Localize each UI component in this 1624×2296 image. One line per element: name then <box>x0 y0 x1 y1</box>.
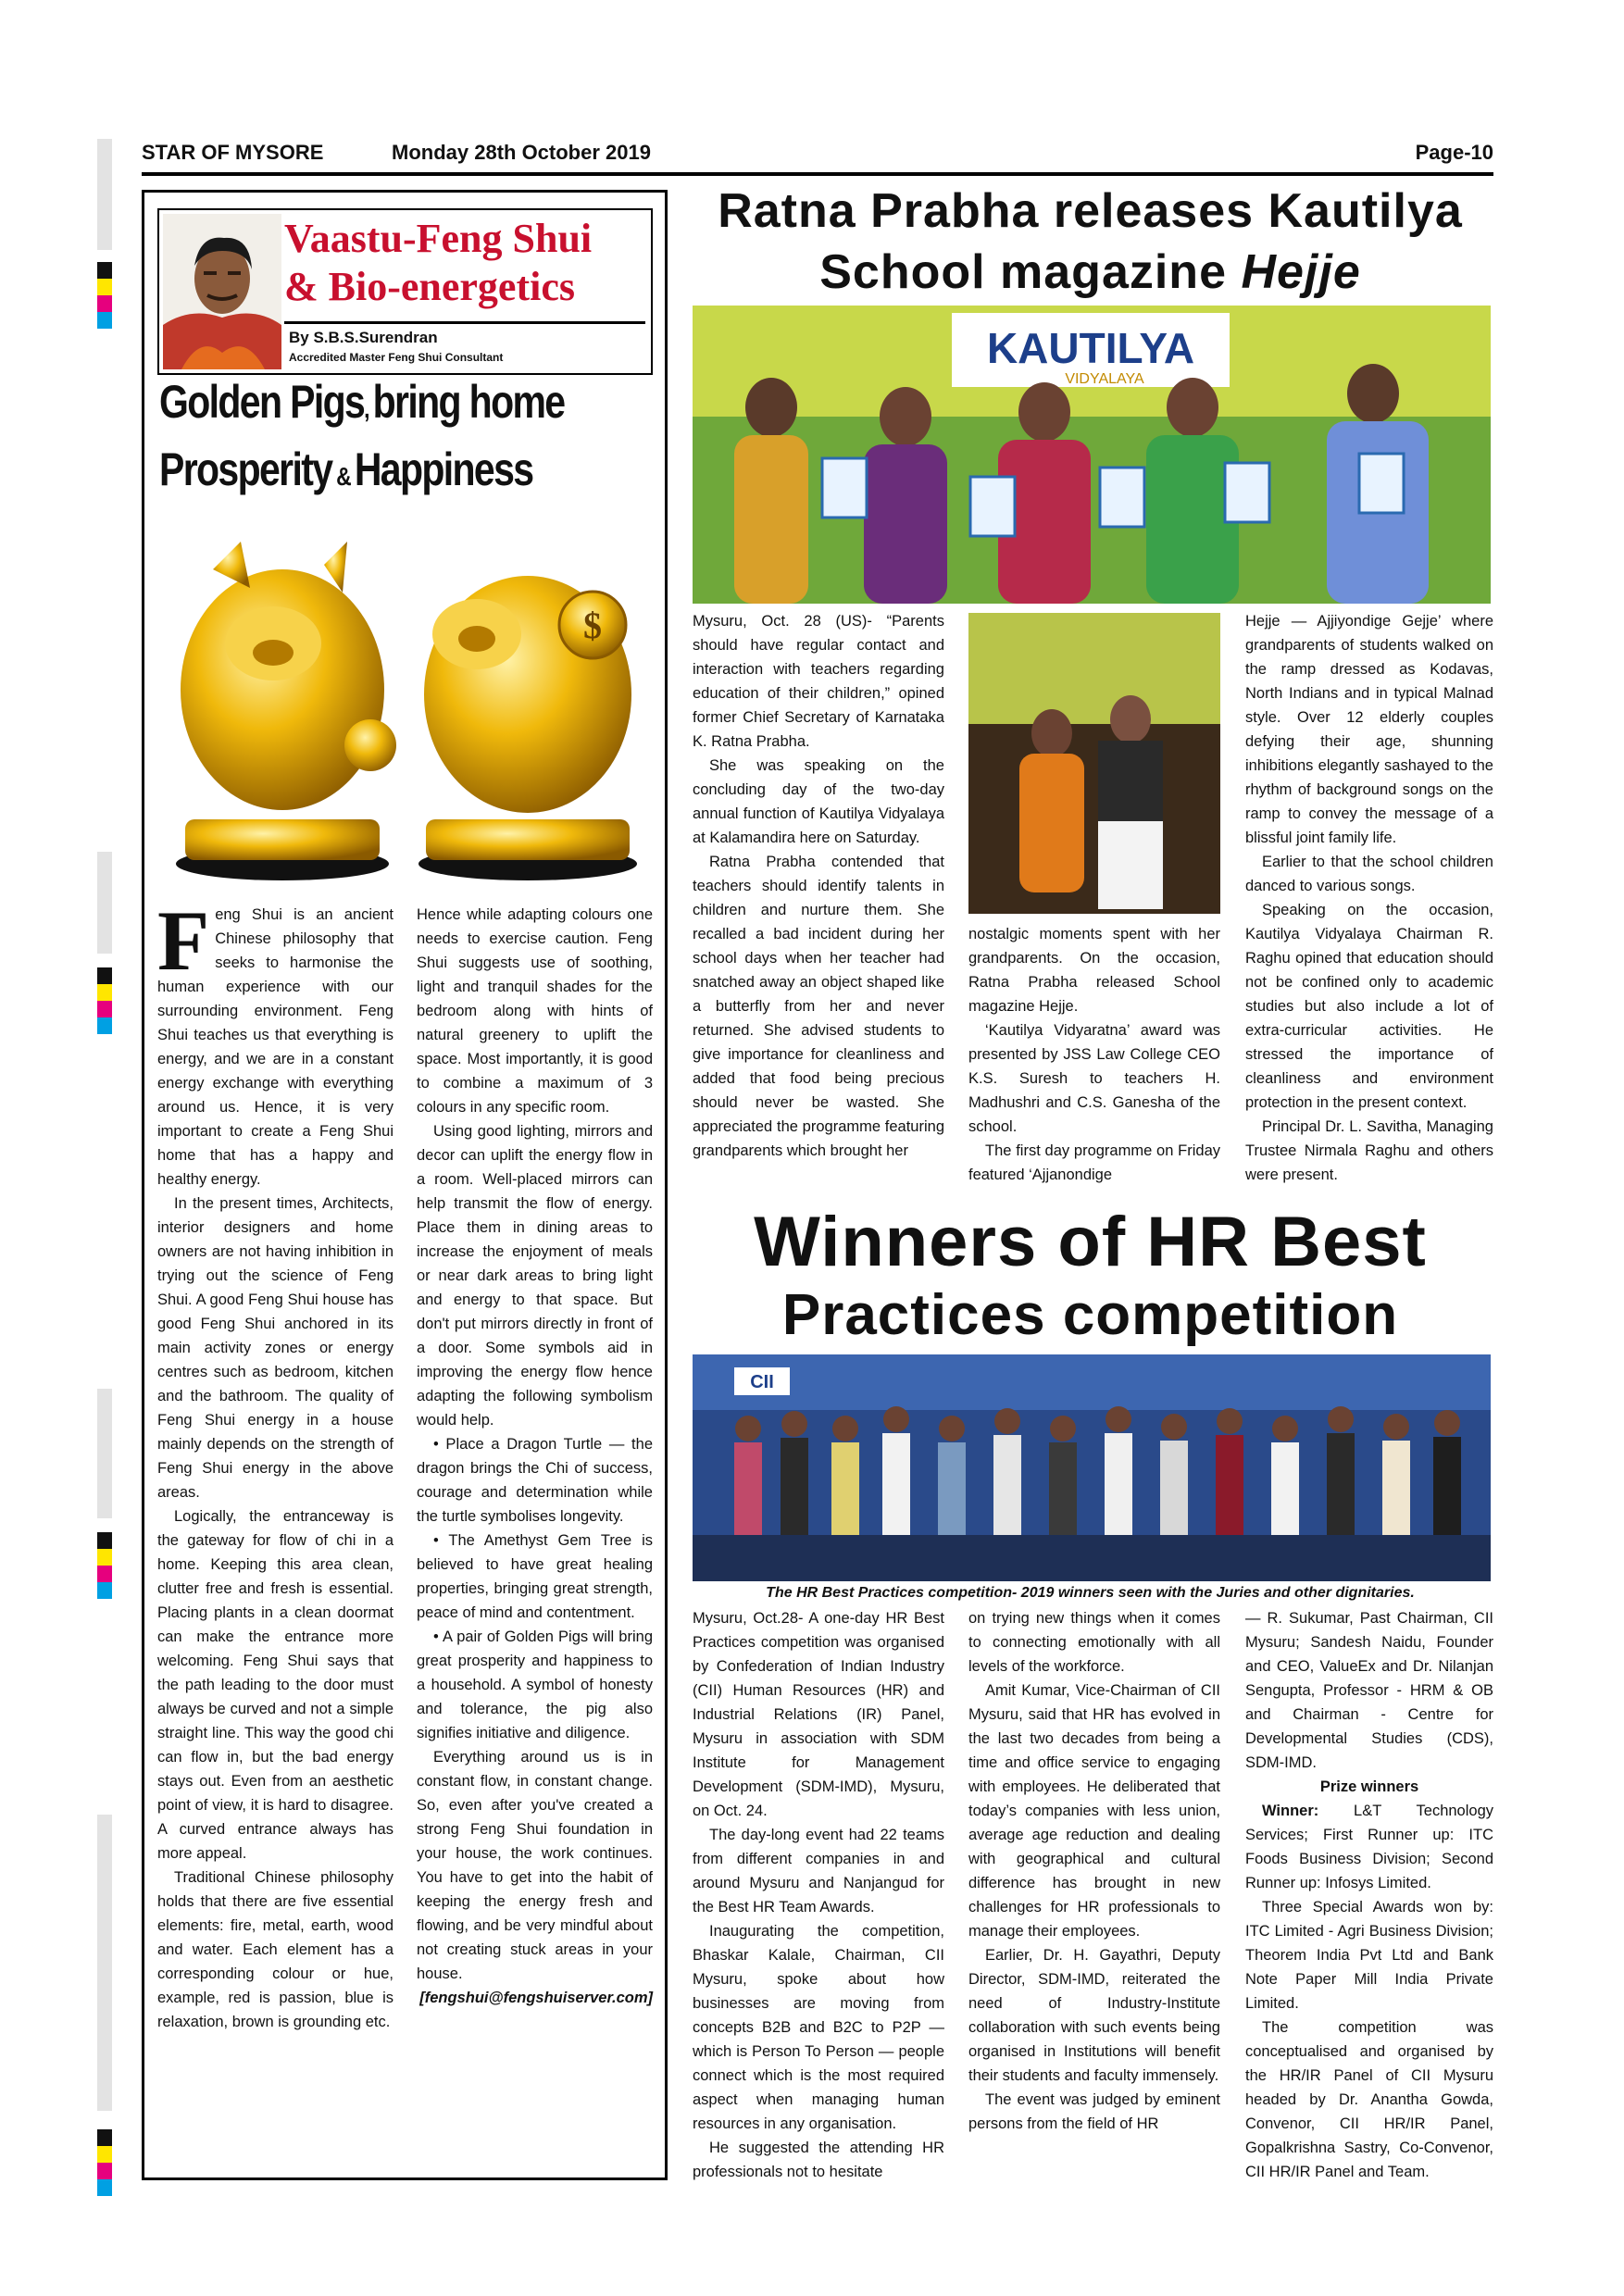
paragraph: ‘Kautilya Vidyaratna’ award was presented by JSS Law College CEO K.S. Suresh to teachers H. Madhushri and C.S. Ganesha of the school. <box>968 1022 1220 1135</box>
golden-pigs-image <box>157 514 653 884</box>
column-title-rule <box>284 321 645 324</box>
feng-headline-line2: Prosperity & Happiness <box>159 443 533 495</box>
feng-headline-line1: Golden Pigs, bring home <box>159 376 565 428</box>
registration-cyan <box>97 1582 112 1599</box>
registration-yellow <box>97 279 112 295</box>
headline-happiness: Happiness <box>354 443 533 495</box>
registration-black <box>97 262 112 279</box>
registration-black <box>97 2129 112 2146</box>
registration-yellow <box>97 984 112 1001</box>
registration-cyan <box>97 312 112 329</box>
prize-winners-heading: Prize winners <box>1319 1778 1419 1795</box>
paragraph: She was speaking on the concluding day of the two-day annual function of Kautilya Vidyalaya at Kalamandira here on Saturday. <box>693 757 944 846</box>
headline-golden-pigs: Golden Pigs <box>159 376 365 428</box>
column-masthead <box>157 208 653 375</box>
paragraph: Principal Dr. L. Savitha, Managing Trustee Nirmala Raghu and others were present. <box>1245 1118 1493 1183</box>
registration-yellow <box>97 1549 112 1566</box>
columnist-byline: By S.B.S.Surendran <box>289 329 438 346</box>
paragraph: Three Special Awards won by: ITC Limited - Agri Business Division; Theorem India Pvt Ltd and Bank Note Paper Mill India Private Limited. <box>1245 1899 1493 2012</box>
page-number: Page-10 <box>1415 141 1493 164</box>
column-title-line2: & Bio-energetics <box>284 264 575 309</box>
paragraph: Earlier, Dr. H. Gayathri, Deputy Director, SDM-IMD, reiterated the need of Industry-Institute collaboration with such events being organised in Institutions will benefit their students and faculty immensely. <box>968 1947 1220 2084</box>
hr-headline-line1: Winners of HR Best <box>754 1203 1427 1281</box>
page-header <box>142 137 1493 170</box>
columnist-credential: Accredited Master Feng Shui Consultant <box>289 351 504 364</box>
kautilya-headline-line2 <box>685 242 1495 303</box>
paragraph: He suggested the attending HR professionals not to hesitate <box>693 2140 944 2180</box>
registration-yellow <box>97 2146 112 2163</box>
paragraph: • A pair of Golden Pigs will bring great prosperity and happiness to a household. A symbol of honesty and tolerance, the pig also signifies initiative and diligence. <box>417 1628 653 1741</box>
svg-text:$: $ <box>583 605 602 646</box>
registration-black <box>97 1532 112 1549</box>
registration-cyan <box>97 2179 112 2196</box>
hr-photo-caption: The HR Best Practices competition- 2019 winners seen with the Juries and other dignitaries. <box>766 1585 1415 1601</box>
dropcap: F <box>157 893 210 988</box>
header-rule <box>142 172 1493 176</box>
paragraph: Logically, the entranceway is the gateway for flow of chi in a home. Keeping this area clean, clutter free and fresh is essential. Placing plants in a clean doormat can make the entrance more welcoming. Feng Shui says that the path leading to the door must always be curved and not a simple straight line. This way the good chi can flow in, but the bad energy stays out. Even from an aesthetic point of view, it is hard to disagree. A curved entrance always has more appeal. <box>157 1508 394 1862</box>
registration-magenta <box>97 295 112 312</box>
paragraph: Earlier to that the school children danced to various songs. <box>1245 854 1493 894</box>
registration-black <box>97 967 112 984</box>
feng-article-col2 <box>417 903 653 2010</box>
kautilya-col1 <box>693 609 944 1163</box>
paragraph: Mysuru, Oct. 28 (US)- “Parents should have regular contact and interaction with teachers regarding education of their children,” opined former Chief Secretary of Karnataka K. Ratna Prabha. <box>693 613 944 750</box>
paragraph: The competition was conceptualised and organised by the HR/IR Panel of CII Mysuru headed by Dr. Anantha Gowda, Convenor, CII HR/IR Panel, Gopalkrishna Sastry, Co-Convenor, CII HR/IR Panel and Team. <box>1245 2019 1493 2180</box>
winner-label: Winner: <box>1262 1803 1319 1819</box>
registration-strip-low <box>97 1389 112 1518</box>
hr-col1 <box>693 1606 944 2184</box>
cii-sign: CII <box>750 1372 774 1392</box>
hr-headline-line2: Practices competition <box>781 1283 1399 1347</box>
magazine-name: Hejje <box>1241 245 1361 299</box>
registration-strip-bottom <box>97 1815 112 2111</box>
paragraph: Ratna Prabha contended that teachers should identify talents in children and nurture them. She recalled a bad incident during her school days when her teacher had snatched away an object shaped like a butterfly from her and never returned. She advised students to give importance for cleanliness and added that food being precious should never be wasted. She appreciated the programme featuring grandparents which brought her <box>693 854 944 1159</box>
columnist-portrait <box>163 214 281 369</box>
paper-name: STAR OF MYSORE <box>142 141 324 164</box>
grandparents-ramp-photo <box>968 613 1220 914</box>
photo-illustration <box>968 613 1220 914</box>
hr-winners-photo <box>693 1354 1491 1581</box>
paragraph: Traditional Chinese philosophy holds that there are five essential elements: fire, metal, earth, wood and water. Each element has a corresponding colour or hue, example, red is passion, blue is relaxation, brown is grounding etc. <box>157 1869 394 2030</box>
paragraph: — R. Sukumar, Past Chairman, CII Mysuru; Sandesh Naidu, Founder and CEO, ValueEx and Dr. Nilanjan Sengupta, Professor - HRM & OB and Chairman - Centre for Developmental Studies (CDS), SDM-IMD. <box>1245 1610 1493 1771</box>
column-title-line1: Vaastu-Feng Shui <box>284 216 593 261</box>
issue-date: Monday 28th October 2019 <box>392 141 651 164</box>
paragraph: Amit Kumar, Vice-Chairman of CII Mysuru, said that HR has evolved in the last two decades from being a time and office service to engaging with employees. He deliberated that today’s companies with less union, average age reduction and dealing with geographical and cultural difference has brought in new challenges for HR professionals to manage their employees. <box>968 1682 1220 1940</box>
kautilya-headline <box>685 181 1495 303</box>
paragraph: Hence while adapting colours one needs to exercise caution. Feng Shui suggests use of soothing, light and tranquil shades for the bedroom along with hints of natural greenery to uplift the space. Most importantly, it is good to combine a maximum of 3 colours in any specific room. <box>417 906 653 1116</box>
paragraph: Mysuru, Oct.28- A one-day HR Best Practices competition was organised by Confederation of Indian Industry (CII) Human Resources (HR) and Industrial Relations (IR) Panel, Mysuru in association with SDM Institute for Management Development (SDM-IMD), Mysuru, on Oct. 24. <box>693 1610 944 1819</box>
author-email: [fengshui@fengshuiserver.com] <box>419 1990 653 2006</box>
paragraph: on trying new things when it comes to connecting emotionally with all levels of the workforce. <box>968 1610 1220 1675</box>
hr-col2 <box>968 1606 1220 2136</box>
registration-cyan <box>97 1017 112 1034</box>
paragraph: In the present times, Architects, interior designers and home owners are not having inhibition in trying out the science of Feng Shui. A good Feng Shui house has good Feng Shui anchored in its main activity zones or energy centres such as bedroom, kitchen and the bathroom. The quality of Feng Shui energy in a house mainly depends on the strength of Feng Shui energy in the above areas. <box>157 1195 394 1501</box>
paragraph: The event was judged by eminent persons from the field of HR <box>968 2091 1220 2132</box>
registration-strip-mid <box>97 852 112 954</box>
paragraph: Inaugurating the competition, Bhaskar Kalale, Chairman, CII Mysuru, spoke about how businesses are moving from concepts B2B and B2C to P2P — which is Person To Person — people connect which is the most required aspect when managing human resources in any organisation. <box>693 1923 944 2132</box>
paragraph: The first day programme on Friday featured ‘Ajjanondige <box>968 1142 1220 1183</box>
paragraph: eng Shui is an ancient Chinese philosophy that seeks to harmonise the human experience with our surrounding environment. Feng Shui teaches us that everything is energy, and we are in a constant energy exchange with everything around us. Hence, it is very important to create a Feng Shui home that has a happy and healthy energy. <box>157 906 394 1188</box>
kautilya-release-photo <box>693 306 1491 604</box>
registration-magenta <box>97 1566 112 1582</box>
paragraph: nostalgic moments spent with her grandparents. On the occasion, Ratna Prabha released School magazine Hejje. <box>968 926 1220 1015</box>
banner-logo-text: KAUTILYA <box>986 324 1195 372</box>
feng-article-col1 <box>157 893 394 2034</box>
registration-magenta <box>97 1001 112 1017</box>
paragraph: The day-long event had 22 teams from different companies in and around Mysuru and Nanjangud for the Best HR Team Awards. <box>693 1827 944 1915</box>
kautilya-col2 <box>968 922 1220 1187</box>
photo-illustration <box>693 306 1491 604</box>
hr-col3 <box>1245 1606 1493 2184</box>
kautilya-col3 <box>1245 609 1493 1187</box>
column-title <box>284 215 592 311</box>
kautilya-headline-line1: Ratna Prabha releases Kautilya <box>718 184 1463 238</box>
headline-bring-home: bring home <box>372 376 565 428</box>
paragraph: • The Amethyst Gem Tree is believed to have great healing properties, bringing great strength, peace of mind and contentment. <box>417 1532 653 1621</box>
registration-strip-top <box>97 139 112 250</box>
paragraph: Everything around us is in constant flow, in constant change. So, even after you've created a strong Feng Shui foundation in your house, the work continues. You have to get into the habit of keeping the energy fresh and flowing, and be very mindful about not creating stuck areas in your house. <box>417 1749 653 1982</box>
banner-logo-sub: VIDYALAYA <box>1065 371 1144 387</box>
winner-text: L&T Technology Services; First Runner up: ITC Foods Business Division; Second Runner up: Infosys Limited. <box>1245 1803 1493 1891</box>
paragraph: Using good lighting, mirrors and decor can uplift the energy flow in a room. Well-placed mirrors can help transmit the flow of energy. Place them in dining areas to increase the enjoyment of meals or near dark areas to bring light and energy to that space. But don't put mirrors directly in front of a door. Some symbols aid in improving the energy flow hence adapting the following symbolism would help. <box>417 1123 653 1429</box>
paragraph: • Place a Dragon Turtle — the dragon brings the Chi of success, courage and determination while the turtle symbolises longevity. <box>417 1436 653 1525</box>
headline-text: School magazine <box>819 245 1242 299</box>
headline-prosperity: Prosperity <box>159 443 332 495</box>
paragraph: Hejje — Ajjiyondige Gejje’ where grandparents of students walked on the ramp dressed as Kodavas, North Indians and in typical Malnad style. Over 12 elderly couples defying their age, shunning inhibitions elegantly sashayed to the rhythm of background songs on the ramp to convey the message of a blissful joint family life. <box>1245 613 1493 846</box>
paragraph: Speaking on the occasion, Kautilya Vidyalaya Chairman R. Raghu opined that education should not be confined only to academic studies but also include a lot of extra-curricular activities. He stressed the importance of cleanliness and environment protection in the present context. <box>1245 902 1493 1111</box>
photo-illustration <box>693 1354 1491 1581</box>
registration-magenta <box>97 2163 112 2179</box>
